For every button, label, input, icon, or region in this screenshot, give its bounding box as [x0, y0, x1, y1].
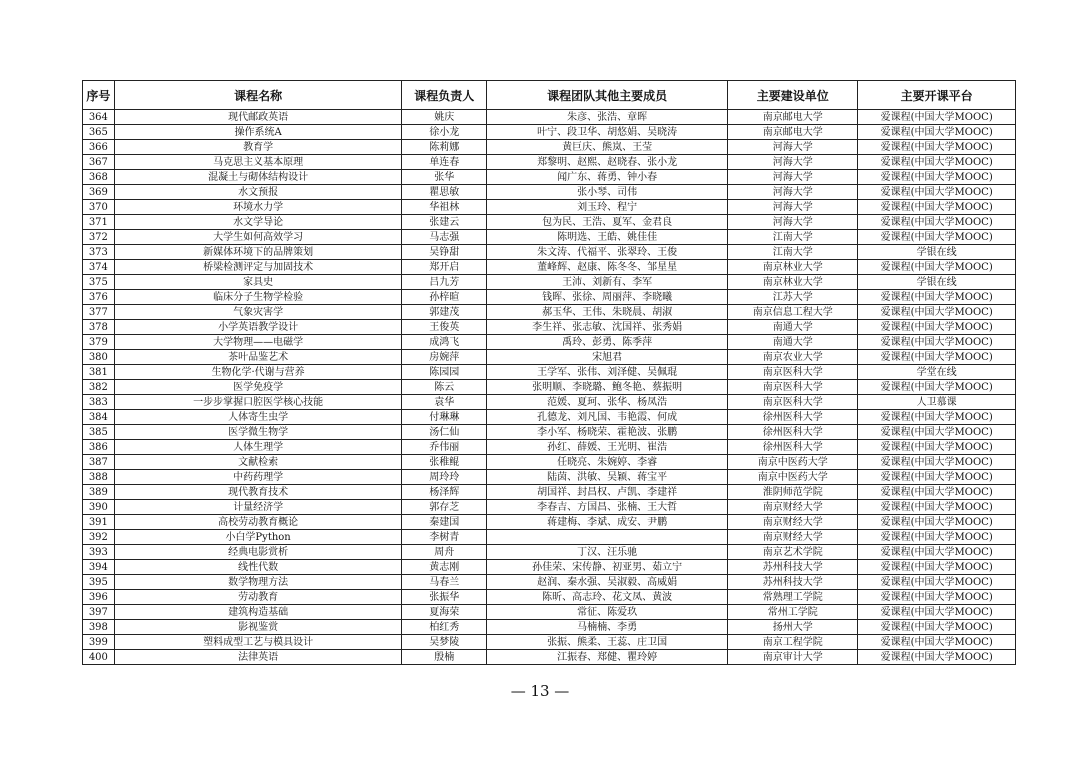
cell-platform: 爱课程(中国大学MOOC): [858, 110, 1016, 125]
cell-index: 379: [83, 335, 115, 350]
cell-index: 367: [83, 155, 115, 170]
cell-institution: 南通大学: [728, 320, 858, 335]
cell-course-name: 小学英语教学设计: [114, 320, 402, 335]
cell-team: 马楠楠、李勇: [487, 620, 728, 635]
cell-platform: 爱课程(中国大学MOOC): [858, 530, 1016, 545]
course-table: [82, 80, 1016, 665]
cell-platform: 爱课程(中国大学MOOC): [858, 185, 1016, 200]
cell-lead: 郑开启: [402, 260, 487, 275]
cell-lead: 吴梦陵: [402, 635, 487, 650]
cell-course-name: 线性代数: [114, 560, 402, 575]
cell-platform: 爱课程(中国大学MOOC): [858, 500, 1016, 515]
table-row: [83, 635, 1016, 650]
cell-index: 387: [83, 455, 115, 470]
cell-course-name: 影视鉴赏: [114, 620, 402, 635]
cell-institution: 南京财经大学: [728, 530, 858, 545]
cell-lead: 杨泽辉: [402, 485, 487, 500]
table-body: [83, 110, 1016, 665]
cell-lead: 马志强: [402, 230, 487, 245]
table-row: [83, 500, 1016, 515]
cell-platform: 爱课程(中国大学MOOC): [858, 230, 1016, 245]
cell-team: 朱文涛、代福平、张翠玲、王俊: [487, 245, 728, 260]
table-row: [83, 515, 1016, 530]
cell-course-name: 计量经济学: [114, 500, 402, 515]
cell-index: 400: [83, 650, 115, 665]
cell-platform: 爱课程(中国大学MOOC): [858, 410, 1016, 425]
cell-institution: 南京医科大学: [728, 365, 858, 380]
cell-team: 钱晖、张徐、周丽萍、李晓曦: [487, 290, 728, 305]
cell-index: 365: [83, 125, 115, 140]
table-row: [83, 605, 1016, 620]
table-row: [83, 380, 1016, 395]
table-row: [83, 560, 1016, 575]
table-row: [83, 140, 1016, 155]
cell-index: 364: [83, 110, 115, 125]
cell-index: 374: [83, 260, 115, 275]
cell-platform: 爱课程(中国大学MOOC): [858, 260, 1016, 275]
cell-institution: 南京财经大学: [728, 500, 858, 515]
cell-lead: 周舟: [402, 545, 487, 560]
cell-platform: 爱课程(中国大学MOOC): [858, 170, 1016, 185]
cell-lead: 徐小龙: [402, 125, 487, 140]
cell-team: 王沛、刘新有、李军: [487, 275, 728, 290]
cell-course-name: 小白学Python: [114, 530, 402, 545]
cell-team: 孔德龙、刘凡国、韦艳霞、何成: [487, 410, 728, 425]
table-row: [83, 545, 1016, 560]
cell-team: 包为民、王浩、夏军、金君良: [487, 215, 728, 230]
cell-institution: 南京邮电大学: [728, 125, 858, 140]
cell-platform: 爱课程(中国大学MOOC): [858, 155, 1016, 170]
header-team: 课程团队其他主要成员: [487, 81, 728, 110]
cell-team: 张振、熊柔、王蕊、庄卫国: [487, 635, 728, 650]
cell-course-name: 医学免疫学: [114, 380, 402, 395]
cell-institution: 南京邮电大学: [728, 110, 858, 125]
cell-index: 393: [83, 545, 115, 560]
table-row: [83, 260, 1016, 275]
cell-course-name: 一步步掌握口腔医学核心技能: [114, 395, 402, 410]
cell-institution: 南京林业大学: [728, 275, 858, 290]
cell-course-name: 经典电影赏析: [114, 545, 402, 560]
cell-institution: 河海大学: [728, 155, 858, 170]
cell-course-name: 法律英语: [114, 650, 402, 665]
cell-index: 397: [83, 605, 115, 620]
cell-lead: 张稚鲲: [402, 455, 487, 470]
cell-team: 宋旭君: [487, 350, 728, 365]
cell-institution: 河海大学: [728, 185, 858, 200]
cell-course-name: 家具史: [114, 275, 402, 290]
cell-team: 任晓亮、朱婉婷、李睿: [487, 455, 728, 470]
cell-index: 375: [83, 275, 115, 290]
cell-platform: 学堂在线: [858, 365, 1016, 380]
cell-platform: 爱课程(中国大学MOOC): [858, 305, 1016, 320]
cell-course-name: 水文预报: [114, 185, 402, 200]
cell-team: 禹玲、彭勇、陈季萍: [487, 335, 728, 350]
cell-lead: 吴铮甜: [402, 245, 487, 260]
header-course-name: 课程名称: [114, 81, 402, 110]
header-platform: 主要开课平台: [858, 81, 1016, 110]
cell-platform: 爱课程(中国大学MOOC): [858, 620, 1016, 635]
cell-team: 胡国祥、封昌权、卢凯、李建祥: [487, 485, 728, 500]
cell-team: 张小琴、司伟: [487, 185, 728, 200]
cell-team: 李生祥、张志敏、沈国祥、张秀娟: [487, 320, 728, 335]
cell-index: 372: [83, 230, 115, 245]
cell-course-name: 高校劳动教育概论: [114, 515, 402, 530]
cell-course-name: 混凝土与砌体结构设计: [114, 170, 402, 185]
cell-team: 朱彦、张浩、章晖: [487, 110, 728, 125]
cell-index: 369: [83, 185, 115, 200]
cell-course-name: 生物化学·代谢与营养: [114, 365, 402, 380]
table-row: [83, 320, 1016, 335]
cell-lead: 殷楠: [402, 650, 487, 665]
table-row: [83, 215, 1016, 230]
cell-course-name: 文献检索: [114, 455, 402, 470]
cell-platform: 爱课程(中国大学MOOC): [858, 515, 1016, 530]
cell-team: 李小军、杨晓荣、霍艳波、张鹏: [487, 425, 728, 440]
cell-platform: 爱课程(中国大学MOOC): [858, 380, 1016, 395]
cell-lead: 成鸿飞: [402, 335, 487, 350]
cell-lead: 瞿思敏: [402, 185, 487, 200]
cell-platform: 爱课程(中国大学MOOC): [858, 635, 1016, 650]
header-institution: 主要建设单位: [728, 81, 858, 110]
cell-lead: 周玲玲: [402, 470, 487, 485]
table-row: [83, 425, 1016, 440]
cell-team: 丁汉、汪乐驰: [487, 545, 728, 560]
cell-index: 390: [83, 500, 115, 515]
cell-lead: 华祖林: [402, 200, 487, 215]
cell-course-name: 建筑构造基础: [114, 605, 402, 620]
cell-index: 376: [83, 290, 115, 305]
cell-team: 范媛、夏珂、张华、杨凤浩: [487, 395, 728, 410]
cell-institution: 南京中医药大学: [728, 455, 858, 470]
table-row: [83, 650, 1016, 665]
cell-team: 郑黎明、赵熙、赵晓春、张小龙: [487, 155, 728, 170]
cell-platform: 爱课程(中国大学MOOC): [858, 650, 1016, 665]
cell-lead: 房婉萍: [402, 350, 487, 365]
cell-platform: 爱课程(中国大学MOOC): [858, 335, 1016, 350]
cell-platform: 爱课程(中国大学MOOC): [858, 125, 1016, 140]
cell-institution: 常熟理工学院: [728, 590, 858, 605]
cell-lead: 乔伟丽: [402, 440, 487, 455]
cell-team: 张明顺、李晓璐、鲍冬艳、蔡振明: [487, 380, 728, 395]
table-row: [83, 155, 1016, 170]
cell-platform: 爱课程(中国大学MOOC): [858, 470, 1016, 485]
cell-platform: 爱课程(中国大学MOOC): [858, 485, 1016, 500]
cell-institution: 江南大学: [728, 245, 858, 260]
cell-platform: 爱课程(中国大学MOOC): [858, 215, 1016, 230]
cell-course-name: 临床分子生物学检验: [114, 290, 402, 305]
table-row: [83, 395, 1016, 410]
cell-lead: 秦建国: [402, 515, 487, 530]
cell-institution: 南京审计大学: [728, 650, 858, 665]
cell-platform: 爱课程(中国大学MOOC): [858, 200, 1016, 215]
cell-index: 392: [83, 530, 115, 545]
cell-lead: 李树青: [402, 530, 487, 545]
table-row: [83, 305, 1016, 320]
cell-platform: 爱课程(中国大学MOOC): [858, 350, 1016, 365]
cell-lead: 黄志刚: [402, 560, 487, 575]
cell-lead: 张华: [402, 170, 487, 185]
cell-team: 黄巨庆、熊岚、王莹: [487, 140, 728, 155]
cell-team: 常征、陈爱玖: [487, 605, 728, 620]
cell-institution: 河海大学: [728, 215, 858, 230]
cell-team: 陈明选、王皓、姚佳佳: [487, 230, 728, 245]
cell-institution: 常州工学院: [728, 605, 858, 620]
cell-index: 377: [83, 305, 115, 320]
cell-platform: 爱课程(中国大学MOOC): [858, 560, 1016, 575]
cell-index: 370: [83, 200, 115, 215]
cell-lead: 陈云: [402, 380, 487, 395]
cell-index: 386: [83, 440, 115, 455]
table-row: [83, 410, 1016, 425]
cell-lead: 陈园园: [402, 365, 487, 380]
cell-lead: 汤仁仙: [402, 425, 487, 440]
cell-team: 陆茵、洪敏、吴颖、蒋宝平: [487, 470, 728, 485]
table-row: [83, 575, 1016, 590]
cell-index: 399: [83, 635, 115, 650]
cell-team: 王学军、张伟、刘泽健、吴佩琨: [487, 365, 728, 380]
cell-team: [487, 530, 728, 545]
cell-lead: 马春兰: [402, 575, 487, 590]
table-row: [83, 335, 1016, 350]
table-row: [83, 110, 1016, 125]
table-row: [83, 530, 1016, 545]
cell-platform: 学银在线: [858, 275, 1016, 290]
cell-course-name: 人体寄生虫学: [114, 410, 402, 425]
cell-institution: 徐州医科大学: [728, 440, 858, 455]
cell-lead: 付琳琳: [402, 410, 487, 425]
table-row: [83, 485, 1016, 500]
cell-index: 378: [83, 320, 115, 335]
cell-course-name: 劳动教育: [114, 590, 402, 605]
table-row: [83, 230, 1016, 245]
cell-lead: 张振华: [402, 590, 487, 605]
cell-index: 388: [83, 470, 115, 485]
cell-platform: 爱课程(中国大学MOOC): [858, 425, 1016, 440]
cell-lead: 夏海荣: [402, 605, 487, 620]
cell-index: 398: [83, 620, 115, 635]
cell-index: 368: [83, 170, 115, 185]
cell-course-name: 大学生如何高效学习: [114, 230, 402, 245]
cell-team: 叶宁、段卫华、胡悠娟、吴晓涛: [487, 125, 728, 140]
cell-lead: 张建云: [402, 215, 487, 230]
cell-platform: 爱课程(中国大学MOOC): [858, 320, 1016, 335]
table-row: [83, 620, 1016, 635]
cell-team: 陈昕、高志玲、花文凤、黄波: [487, 590, 728, 605]
cell-index: 382: [83, 380, 115, 395]
cell-institution: 河海大学: [728, 170, 858, 185]
cell-course-name: 医学微生物学: [114, 425, 402, 440]
cell-course-name: 人体生理学: [114, 440, 402, 455]
cell-institution: 南京艺术学院: [728, 545, 858, 560]
cell-course-name: 大学物理——电磁学: [114, 335, 402, 350]
table-row: [83, 200, 1016, 215]
cell-platform: 爱课程(中国大学MOOC): [858, 290, 1016, 305]
page-number: — 13 —: [510, 682, 570, 700]
cell-lead: 王俊英: [402, 320, 487, 335]
header-lead: 课程负责人: [402, 81, 487, 110]
cell-course-name: 现代教育技术: [114, 485, 402, 500]
cell-lead: 袁华: [402, 395, 487, 410]
cell-institution: 南京林业大学: [728, 260, 858, 275]
cell-index: 381: [83, 365, 115, 380]
table-row: [83, 590, 1016, 605]
cell-institution: 南京财经大学: [728, 515, 858, 530]
cell-index: 383: [83, 395, 115, 410]
cell-course-name: 数学物理方法: [114, 575, 402, 590]
cell-team: 闻广东、蒋勇、钟小春: [487, 170, 728, 185]
cell-institution: 徐州医科大学: [728, 410, 858, 425]
cell-course-name: 教育学: [114, 140, 402, 155]
cell-index: 394: [83, 560, 115, 575]
cell-index: 384: [83, 410, 115, 425]
cell-team: 郝玉华、王伟、朱晓晨、胡淑: [487, 305, 728, 320]
cell-index: 385: [83, 425, 115, 440]
cell-course-name: 塑料成型工艺与模具设计: [114, 635, 402, 650]
cell-platform: 爱课程(中国大学MOOC): [858, 455, 1016, 470]
cell-team: 赵润、秦水强、吴淑毅、高威娟: [487, 575, 728, 590]
cell-platform: 爱课程(中国大学MOOC): [858, 605, 1016, 620]
cell-index: 391: [83, 515, 115, 530]
cell-index: 389: [83, 485, 115, 500]
cell-team: 江振春、郑健、瞿玲婷: [487, 650, 728, 665]
cell-lead: 郭存芝: [402, 500, 487, 515]
cell-index: 380: [83, 350, 115, 365]
cell-institution: 南京农业大学: [728, 350, 858, 365]
table-row: [83, 125, 1016, 140]
table-row: [83, 455, 1016, 470]
cell-platform: 人卫慕课: [858, 395, 1016, 410]
cell-institution: 淮阴师范学院: [728, 485, 858, 500]
cell-lead: 郭建茂: [402, 305, 487, 320]
cell-course-name: 桥梁检测评定与加固技术: [114, 260, 402, 275]
cell-index: 373: [83, 245, 115, 260]
cell-institution: 南京工程学院: [728, 635, 858, 650]
cell-lead: 柏红秀: [402, 620, 487, 635]
cell-index: 371: [83, 215, 115, 230]
cell-course-name: 环境水力学: [114, 200, 402, 215]
cell-institution: 南京医科大学: [728, 380, 858, 395]
cell-course-name: 茶叶品鉴艺术: [114, 350, 402, 365]
cell-course-name: 现代邮政英语: [114, 110, 402, 125]
cell-platform: 学银在线: [858, 245, 1016, 260]
cell-course-name: 马克思主义基本原理: [114, 155, 402, 170]
table-row: [83, 275, 1016, 290]
table-row: [83, 470, 1016, 485]
cell-platform: 爱课程(中国大学MOOC): [858, 545, 1016, 560]
cell-lead: 姚庆: [402, 110, 487, 125]
cell-lead: 孙梓暄: [402, 290, 487, 305]
cell-institution: 苏州科技大学: [728, 560, 858, 575]
table-row: [83, 185, 1016, 200]
table-row: [83, 365, 1016, 380]
cell-institution: 江南大学: [728, 230, 858, 245]
cell-team: 刘玉玲、程宁: [487, 200, 728, 215]
cell-course-name: 中药药理学: [114, 470, 402, 485]
cell-institution: 江苏大学: [728, 290, 858, 305]
cell-course-name: 气象灾害学: [114, 305, 402, 320]
cell-lead: 单连春: [402, 155, 487, 170]
cell-team: 董峰辉、赵康、陈冬冬、邹星星: [487, 260, 728, 275]
cell-platform: 爱课程(中国大学MOOC): [858, 440, 1016, 455]
cell-platform: 爱课程(中国大学MOOC): [858, 590, 1016, 605]
cell-institution: 扬州大学: [728, 620, 858, 635]
cell-team: 孙佳荣、宋传静、初亚男、茹立宁: [487, 560, 728, 575]
cell-institution: 南通大学: [728, 335, 858, 350]
cell-institution: 南京医科大学: [728, 395, 858, 410]
cell-index: 366: [83, 140, 115, 155]
cell-index: 396: [83, 590, 115, 605]
cell-course-name: 操作系统A: [114, 125, 402, 140]
cell-institution: 河海大学: [728, 140, 858, 155]
cell-platform: 爱课程(中国大学MOOC): [858, 140, 1016, 155]
table-row: [83, 440, 1016, 455]
table-header-row: [83, 81, 1016, 110]
cell-index: 395: [83, 575, 115, 590]
cell-lead: 陈莉娜: [402, 140, 487, 155]
table-row: [83, 290, 1016, 305]
table-row: [83, 245, 1016, 260]
table-row: [83, 170, 1016, 185]
header-index: 序号: [83, 81, 115, 110]
cell-institution: 河海大学: [728, 200, 858, 215]
cell-team: 蒋建梅、李斌、成安、尹鹏: [487, 515, 728, 530]
table-row: [83, 350, 1016, 365]
cell-institution: 南京信息工程大学: [728, 305, 858, 320]
cell-course-name: 水文学导论: [114, 215, 402, 230]
cell-team: 李春吉、方国昌、张楠、王大哲: [487, 500, 728, 515]
cell-institution: 徐州医科大学: [728, 425, 858, 440]
cell-institution: 苏州科技大学: [728, 575, 858, 590]
cell-team: 孙红、薛媛、王光明、崔浩: [487, 440, 728, 455]
cell-course-name: 新媒体环境下的品牌策划: [114, 245, 402, 260]
cell-platform: 爱课程(中国大学MOOC): [858, 575, 1016, 590]
cell-lead: 吕九芳: [402, 275, 487, 290]
cell-institution: 南京中医药大学: [728, 470, 858, 485]
